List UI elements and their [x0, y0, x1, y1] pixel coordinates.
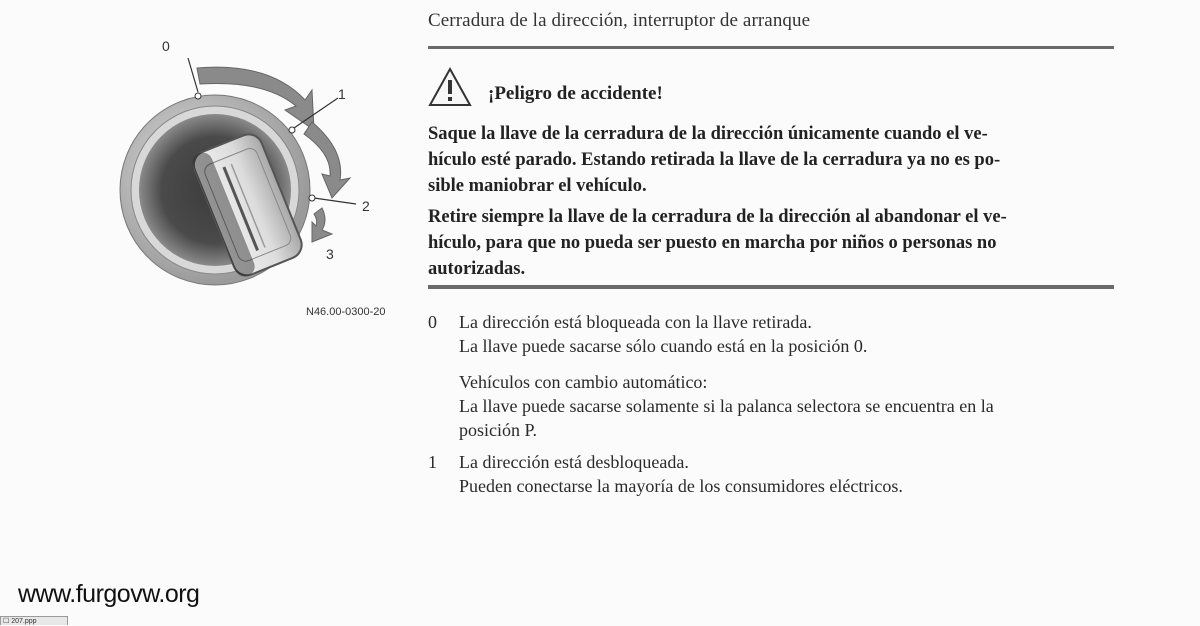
item-line: La dirección está bloqueada con la llave retirada. — [459, 312, 812, 332]
item-line: La dirección está desbloqueada. — [459, 452, 689, 472]
ignition-lock-drawing — [100, 30, 420, 290]
position-label-3: 3 — [326, 246, 334, 262]
warning-paragraph-2 — [428, 204, 1118, 282]
item-line: Vehículos con cambio automático: — [459, 372, 708, 392]
warning-line: hículo esté parado. Estando retirada la llave de la cerradura ya no es po- — [428, 150, 1001, 170]
item-spacer — [459, 358, 1129, 370]
warning-line: autorizadas. — [428, 259, 526, 279]
warning-line: Saque la llave de la cerradura de la dirección únicamente cuando el ve- — [428, 124, 988, 144]
position-label-2: 2 — [362, 198, 370, 214]
corner-tab[interactable]: ☐ 207.ppp — [0, 616, 68, 625]
page-header: Cerradura de la dirección, interruptor de arranque — [428, 10, 811, 31]
item-line: posición P. — [459, 420, 538, 440]
item-line: Pueden conectarse la mayoría de los consumidores eléctricos. — [459, 476, 903, 496]
warning-rule — [428, 285, 1114, 289]
header-rule — [428, 46, 1114, 49]
warning-triangle-icon — [428, 66, 472, 108]
item-number: 1 — [428, 452, 437, 472]
site-watermark: www.furgovw.org — [18, 580, 200, 608]
position-label-0: 0 — [162, 38, 170, 54]
item-line: La llave puede sacarse sólo cuando está en la posición 0. — [459, 336, 868, 356]
warning-line: sible maniobrar el vehículo. — [428, 176, 647, 196]
warning-title: ¡Peligro de accidente! — [488, 83, 663, 104]
warning-paragraph-1 — [428, 121, 1118, 199]
item-number: 0 — [428, 312, 437, 332]
ignition-lock-illustration — [100, 30, 420, 290]
item-body — [459, 450, 1129, 498]
item-body — [459, 310, 1129, 442]
position-label-1: 1 — [338, 86, 346, 102]
figure-code: N46.00-0300-20 — [306, 306, 386, 318]
warning-line: hículo, para que no pueda ser puesto en marcha por niños o personas no — [428, 233, 997, 253]
item-line: La llave puede sacarse solamente si la palanca selectora se encuentra en la — [459, 396, 994, 416]
warning-line: Retire siempre la llave de la cerradura de la dirección al abandonar el ve- — [428, 207, 1007, 227]
